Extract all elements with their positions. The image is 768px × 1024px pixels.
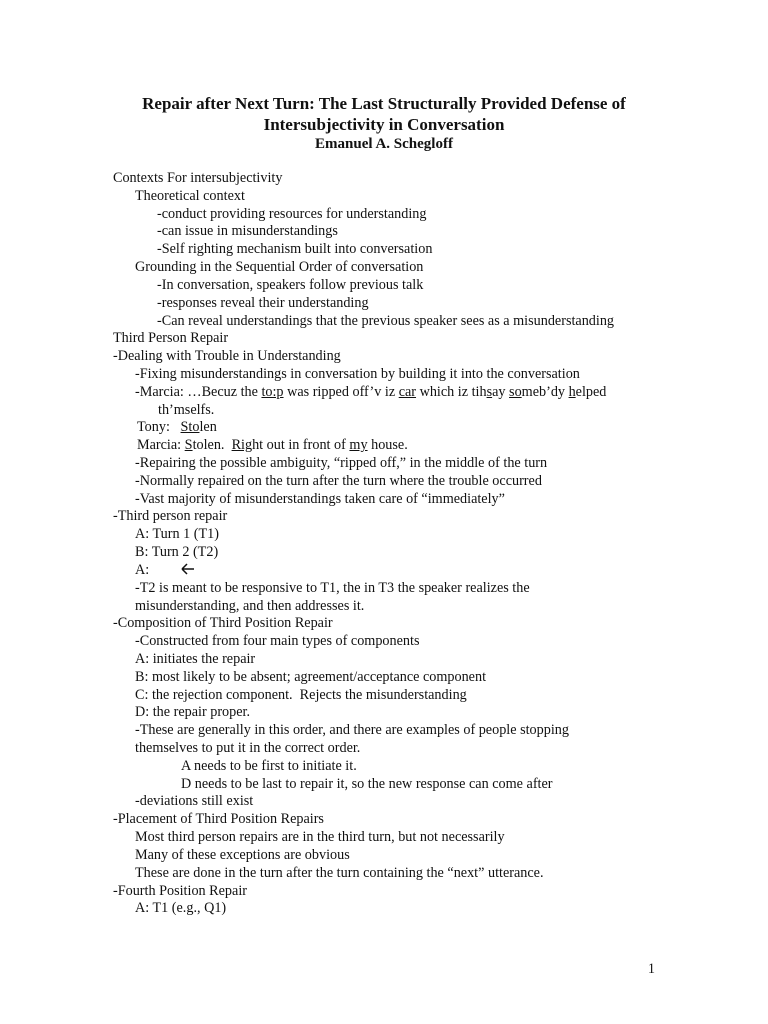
transcript-underline: s [486,383,493,400]
title-line-1: Repair after Next Turn: The Last Structurally Provided Defense of [142,94,626,113]
outline-line: -Placement of Third Position Repairs [113,811,324,828]
outline-line: Grounding in the Sequential Order of conversation [135,259,424,276]
transcript-line-marcia [113,437,733,455]
outline-line: A needs to be first to initiate it. [181,757,357,774]
outline-line: -Third person repair [113,508,228,525]
outline-line-with-arrow [113,562,733,580]
outline-line: -T2 is meant to be responsive to T1, the in T3 the speaker realizes the [135,579,530,596]
transcript-underline: so [509,383,522,400]
outline-line: misunderstanding, and then addresses it. [135,597,365,614]
outline-line: -can issue in misunderstandings [157,223,338,240]
transcript-underline: Sto [180,419,200,436]
outline-body [113,170,733,918]
transcript-underline: car [398,383,417,400]
transcript-underline: S [184,437,193,454]
transcript-underline: h [568,383,576,400]
transcript-line-tony [113,419,733,437]
outline-line: -responses reveal their understanding [157,294,369,311]
outline-line: Many of these exceptions are obvious [135,846,350,863]
outline-line: -conduct providing resources for understanding [157,205,427,222]
left-arrow-icon [149,562,195,580]
transcript-underline: Rig [231,437,253,454]
transcript-underline: my [349,437,368,454]
outline-line: -Fixing misunderstandings in conversation by building it into the conversation [135,365,580,382]
outline-line: Third Person Repair [113,330,229,347]
author: Emanuel A. Schegloff [315,136,453,152]
outline-line: -Can reveal understandings that the previous speaker sees as a misunderstanding [157,312,615,329]
outline-line: -Self righting mechanism built into conversation [157,241,433,258]
outline-line: A: Turn 1 (T1) [135,526,219,543]
outline-line: C: the rejection component. Rejects the misunderstanding [135,686,467,703]
outline-line: A: T1 (e.g., Q1) [135,900,227,917]
outline-line: Most third person repairs are in the third turn, but not necessarily [135,829,505,846]
outline-line: Contexts For intersubjectivity [113,170,283,186]
outline-line: -Composition of Third Position Repair [113,615,333,632]
transcript-text: which iz tih [416,383,487,400]
transcript-text: tolen. [192,437,232,454]
transcript-text: Tony: [137,419,181,436]
outline-line: -deviations still exist [135,793,254,810]
transcript-text: was ripped off’v iz [283,383,399,400]
transcript-text: ht out in front of [252,437,350,454]
outline-line: th’mselfs. [158,401,215,418]
outline-line: -Normally repaired on the turn after the turn where the trouble occurred [135,472,542,489]
outline-line: These are done in the turn after the turn containing the “next” utterance. [135,864,544,881]
title-line-2: Intersubjectivity in Conversation [263,115,505,134]
outline-line: A: initiates the repair [135,650,256,667]
outline-line: -Constructed from four main types of components [135,633,420,650]
transcript-line-marcia [113,384,733,402]
transcript-text: house. [367,437,408,454]
document-header [0,93,768,154]
transcript-text: ay [492,383,510,400]
outline-line: B: most likely to be absent; agreement/acceptance component [135,668,487,685]
transcript-text: len [199,419,217,436]
outline-line: -Dealing with Trouble in Understanding [113,348,341,365]
outline-line: D needs to be last to repair it, so the new response can come after [181,775,553,792]
outline-line: D: the repair proper. [135,704,251,721]
transcript-text: elped [575,383,607,400]
transcript-text: Marcia: [137,437,185,454]
outline-line: Theoretical context [135,187,245,204]
outline-text: A: [135,561,150,578]
outline-line: -In conversation, speakers follow previous talk [157,276,424,293]
outline-line: -These are generally in this order, and there are examples of people stopping [135,722,569,739]
page-number: 1 [647,961,655,977]
outline-line: -Repairing the possible ambiguity, “ripped off,” in the middle of the turn [135,455,548,471]
outline-line: -Vast majority of misunderstandings taken care of “immediately” [135,490,505,507]
outline-line: themselves to put it in the correct order. [135,740,361,756]
transcript-text: meb’dy [521,383,569,400]
outline-line: B: Turn 2 (T2) [135,544,219,561]
transcript-text: -Marcia: …Becuz the [135,383,262,400]
outline-line: -Fourth Position Repair [113,882,247,899]
transcript-underline: to:p [261,383,284,400]
